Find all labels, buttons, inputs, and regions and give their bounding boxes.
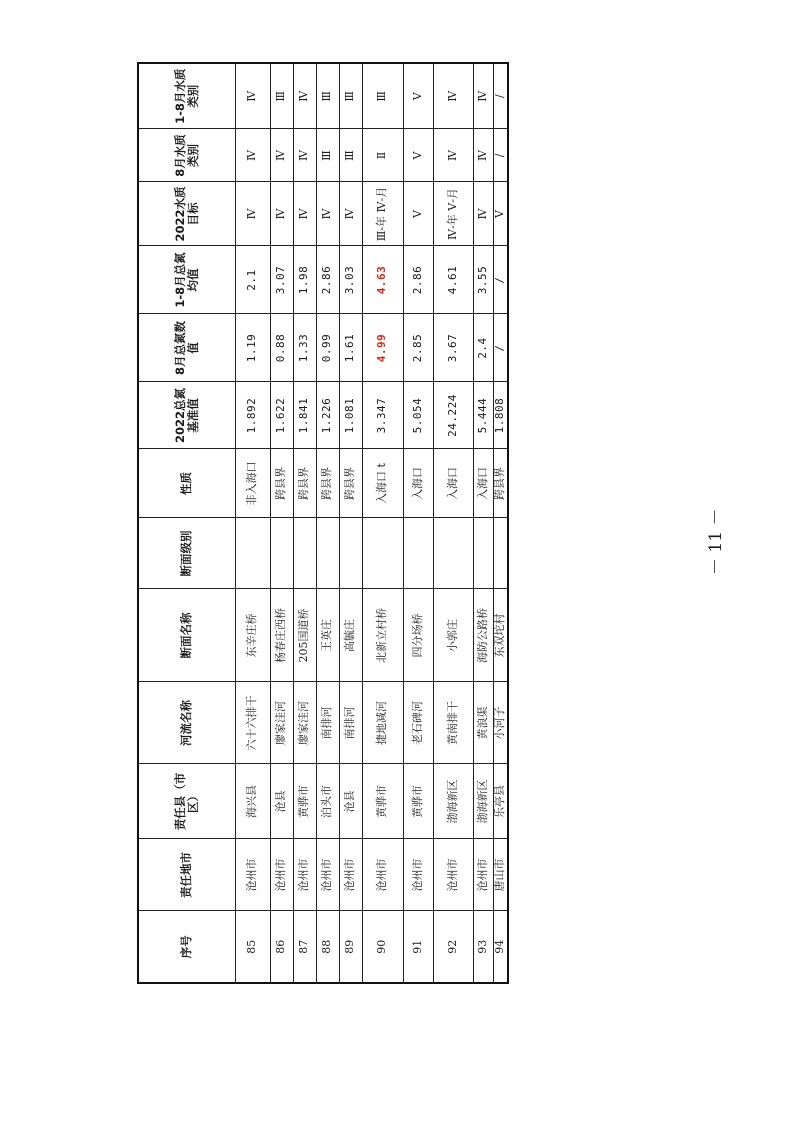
cell-section: 海防公路桥 <box>473 589 493 682</box>
table-row <box>493 63 508 983</box>
cell-avg: 2.86 <box>316 246 339 314</box>
cell-no: 89 <box>339 911 362 983</box>
cell-aug: / <box>493 314 508 382</box>
header-nature: 性质 <box>138 449 235 518</box>
cell-nature: 入海口 <box>433 449 473 518</box>
header-city: 责任地市 <box>138 839 235 911</box>
cell-river: 捷地减河 <box>362 682 403 764</box>
cell-avg-highlighted: 4.63 <box>362 246 403 314</box>
cell-city: 沧州市 <box>433 839 473 911</box>
cell-target: Ⅳ <box>293 182 316 246</box>
cell-avg-class: Ⅴ <box>403 63 433 129</box>
cell-avg-class: Ⅲ <box>316 63 339 129</box>
water-quality-table <box>137 62 509 984</box>
cell-no: 91 <box>403 911 433 983</box>
cell-nature: 跨县界 <box>270 449 293 518</box>
cell-avg: 4.61 <box>433 246 473 314</box>
cell-avg-class: / <box>493 63 508 129</box>
cell-aug: 2.85 <box>403 314 433 382</box>
table-row <box>403 63 433 983</box>
cell-avg: 1.98 <box>293 246 316 314</box>
cell-nature: 跨县界 <box>493 449 508 518</box>
cell-city: 沧州市 <box>473 839 493 911</box>
cell-county: 泊头市 <box>316 764 339 839</box>
cell-nature: 入海口 <box>473 449 493 518</box>
cell-target: Ⅳ <box>339 182 362 246</box>
cell-nature: 入海口 <box>403 449 433 518</box>
cell-no: 88 <box>316 911 339 983</box>
cell-avg: 3.55 <box>473 246 493 314</box>
cell-base: 1.808 <box>493 382 508 449</box>
cell-county: 沧县 <box>270 764 293 839</box>
cell-aug: 0.88 <box>270 314 293 382</box>
cell-nature: 跨县界 <box>293 449 316 518</box>
cell-avg-class: Ⅲ <box>270 63 293 129</box>
cell-section: 东双坨村 <box>493 589 508 682</box>
cell-avg: 2.86 <box>403 246 433 314</box>
cell-aug-class: Ⅴ <box>403 129 433 182</box>
cell-base: 1.841 <box>293 382 316 449</box>
cell-target: Ⅳ <box>270 182 293 246</box>
cell-city: 沧州市 <box>270 839 293 911</box>
cell-county: 乐亭县 <box>493 764 508 839</box>
table-row <box>433 63 473 983</box>
cell-county: 沧县 <box>339 764 362 839</box>
cell-city: 沧州市 <box>403 839 433 911</box>
cell-nature: 非入海口 <box>235 449 270 518</box>
table-row <box>316 63 339 983</box>
cell-city: 沧州市 <box>316 839 339 911</box>
cell-avg: 2.1 <box>235 246 270 314</box>
cell-nature: 入海口 t <box>362 449 403 518</box>
cell-aug: 3.67 <box>433 314 473 382</box>
cell-level <box>473 518 493 589</box>
cell-aug-highlighted: 4.99 <box>362 314 403 382</box>
header-avg: 1-8月总氮均值 <box>138 246 235 314</box>
cell-level <box>316 518 339 589</box>
cell-section: 高毓庄 <box>339 589 362 682</box>
cell-base: 3.347 <box>362 382 403 449</box>
cell-target: Ⅳ <box>235 182 270 246</box>
cell-no: 85 <box>235 911 270 983</box>
table-row <box>473 63 493 983</box>
cell-county: 渤海新区 <box>433 764 473 839</box>
header-aug-class: 8月水质类别 <box>138 129 235 182</box>
cell-county: 渤海新区 <box>473 764 493 839</box>
cell-no: 86 <box>270 911 293 983</box>
cell-river: 老石碑河 <box>403 682 433 764</box>
cell-city: 沧州市 <box>235 839 270 911</box>
cell-section: 小郭庄 <box>433 589 473 682</box>
cell-aug-class: Ⅳ <box>235 129 270 182</box>
cell-no: 90 <box>362 911 403 983</box>
cell-county: 黄骅市 <box>362 764 403 839</box>
cell-base: 1.226 <box>316 382 339 449</box>
header-no: 序号 <box>138 911 235 983</box>
cell-aug: 2.4 <box>473 314 493 382</box>
water-quality-table-container <box>137 68 506 984</box>
cell-level <box>362 518 403 589</box>
cell-aug-class: / <box>493 129 508 182</box>
cell-target: Ⅳ <box>316 182 339 246</box>
table-header-row <box>138 63 235 983</box>
cell-level <box>293 518 316 589</box>
cell-no: 93 <box>473 911 493 983</box>
cell-base: 5.444 <box>473 382 493 449</box>
cell-river: 南排河 <box>339 682 362 764</box>
cell-no: 87 <box>293 911 316 983</box>
cell-target: Ⅴ <box>403 182 433 246</box>
cell-river: 六十六排干 <box>235 682 270 764</box>
header-aug: 8月总氮数值 <box>138 314 235 382</box>
cell-river: 小河子 <box>493 682 508 764</box>
cell-target: Ⅳ-年 Ⅴ-月 <box>433 182 473 246</box>
page-number-text: － 11 － <box>706 508 726 575</box>
cell-aug-class: Ⅳ <box>270 129 293 182</box>
header-county: 责任县（市区） <box>138 764 235 839</box>
header-base: 2022总氮基准值 <box>138 382 235 449</box>
cell-base: 24.224 <box>433 382 473 449</box>
cell-target: Ⅲ-年 Ⅳ-月 <box>362 182 403 246</box>
cell-river: 黄浪渠 <box>473 682 493 764</box>
cell-level <box>235 518 270 589</box>
cell-aug-class: Ⅳ <box>433 129 473 182</box>
cell-section: 东辛庄桥 <box>235 589 270 682</box>
cell-county: 黄骅市 <box>403 764 433 839</box>
cell-base: 5.054 <box>403 382 433 449</box>
cell-nature: 跨县界 <box>339 449 362 518</box>
cell-city: 沧州市 <box>362 839 403 911</box>
cell-aug-class: Ⅱ <box>362 129 403 182</box>
table-row <box>362 63 403 983</box>
table-row <box>293 63 316 983</box>
cell-level <box>403 518 433 589</box>
cell-level <box>339 518 362 589</box>
cell-river: 南排河 <box>316 682 339 764</box>
cell-base: 1.622 <box>270 382 293 449</box>
header-target: 2022水质目标 <box>138 182 235 246</box>
cell-avg-class: Ⅳ <box>473 63 493 129</box>
cell-city: 沧州市 <box>293 839 316 911</box>
cell-county: 黄骅市 <box>293 764 316 839</box>
cell-aug-class: Ⅲ <box>339 129 362 182</box>
cell-aug: 1.61 <box>339 314 362 382</box>
cell-no: 94 <box>493 911 508 983</box>
table-row <box>235 63 270 983</box>
cell-avg-class: Ⅳ <box>293 63 316 129</box>
cell-county: 海兴县 <box>235 764 270 839</box>
cell-avg: 3.03 <box>339 246 362 314</box>
cell-city: 唐山市 <box>493 839 508 911</box>
cell-section: 205国道桥 <box>293 589 316 682</box>
table-row <box>339 63 362 983</box>
cell-avg-class: Ⅳ <box>235 63 270 129</box>
cell-aug-class: Ⅳ <box>293 129 316 182</box>
cell-aug-class: Ⅳ <box>473 129 493 182</box>
cell-avg: 3.07 <box>270 246 293 314</box>
cell-section: 四分场桥 <box>403 589 433 682</box>
cell-section: 北新立村桥 <box>362 589 403 682</box>
cell-avg: / <box>493 246 508 314</box>
cell-avg-class: Ⅲ <box>339 63 362 129</box>
cell-level <box>270 518 293 589</box>
cell-target: Ⅴ <box>493 182 508 246</box>
rotated-table <box>137 68 506 984</box>
header-level: 断面级别 <box>138 518 235 589</box>
cell-aug-class: Ⅲ <box>316 129 339 182</box>
header-section: 断面名称 <box>138 589 235 682</box>
header-river: 河流名称 <box>138 682 235 764</box>
cell-aug: 0.99 <box>316 314 339 382</box>
cell-nature: 跨县界 <box>316 449 339 518</box>
cell-no: 92 <box>433 911 473 983</box>
cell-avg-class: Ⅲ <box>362 63 403 129</box>
cell-city: 沧州市 <box>339 839 362 911</box>
cell-section: 王英庄 <box>316 589 339 682</box>
cell-level <box>433 518 473 589</box>
cell-aug: 1.19 <box>235 314 270 382</box>
cell-level <box>493 518 508 589</box>
page-number <box>696 508 736 575</box>
cell-base: 1.892 <box>235 382 270 449</box>
cell-aug: 1.33 <box>293 314 316 382</box>
header-avg-class: 1-8月水质类别 <box>138 63 235 129</box>
cell-avg-class: Ⅳ <box>433 63 473 129</box>
cell-river: 廖家洼河 <box>270 682 293 764</box>
cell-target: Ⅳ <box>473 182 493 246</box>
cell-base: 1.081 <box>339 382 362 449</box>
cell-section: 杨春庄西桥 <box>270 589 293 682</box>
table-row <box>270 63 293 983</box>
cell-river: 廖家洼河 <box>293 682 316 764</box>
cell-river: 黄南排干 <box>433 682 473 764</box>
